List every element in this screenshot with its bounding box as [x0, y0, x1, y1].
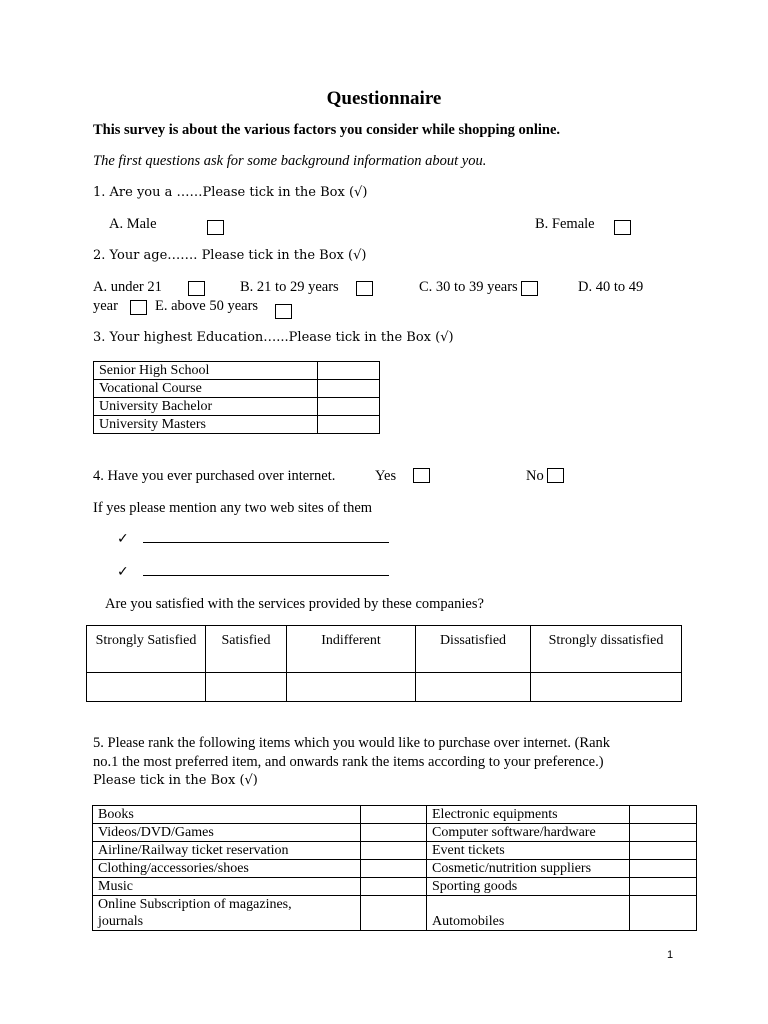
question-1: 1. Are you a ……Please tick in the Box (√) — [93, 185, 368, 200]
male-checkbox[interactable] — [207, 220, 224, 235]
table-row — [94, 398, 380, 416]
satisfaction-header: Strongly Satisfied — [87, 626, 206, 673]
ranking-cell[interactable] — [361, 896, 427, 931]
question-5-line-3: Please tick in the Box (√) — [93, 773, 258, 788]
ranking-cell[interactable] — [361, 806, 427, 824]
ranking-item-left: Online Subscription of magazines, journals — [93, 896, 361, 931]
option-male-label: A. Male — [109, 216, 157, 232]
ranking-item-left: Clothing/accessories/shoes — [93, 860, 361, 878]
website-input-2[interactable] — [143, 563, 389, 576]
ranking-cell[interactable] — [630, 860, 697, 878]
age-40-49-label-cont: year — [93, 298, 118, 314]
age-21-29-checkbox[interactable] — [356, 281, 373, 296]
yes-label: Yes — [375, 468, 397, 484]
ranking-item-right: Electronic equipments — [427, 806, 630, 824]
satisfaction-tick-cell[interactable] — [287, 673, 416, 702]
education-label: University Masters — [94, 416, 318, 434]
table-row — [93, 824, 697, 842]
table-row — [87, 626, 682, 673]
satisfaction-tick-cell[interactable] — [531, 673, 682, 702]
ranking-cell[interactable] — [630, 824, 697, 842]
satisfaction-tick-cell[interactable] — [206, 673, 287, 702]
page-number: 1 — [667, 949, 674, 961]
website-entry-1 — [117, 530, 389, 548]
question-3: 3. Your highest Education…...Please tick in the Box (√) — [93, 330, 454, 345]
education-tick-cell[interactable] — [318, 398, 380, 416]
ranking-table — [92, 805, 697, 931]
ranking-cell[interactable] — [630, 806, 697, 824]
background-note: The first questions ask for some background information about you. — [93, 153, 487, 169]
ranking-cell[interactable] — [630, 878, 697, 896]
table-row — [94, 416, 380, 434]
education-label: University Bachelor — [94, 398, 318, 416]
age-40-49-checkbox[interactable] — [130, 300, 147, 315]
table-row — [93, 806, 697, 824]
page-title: Questionnaire — [326, 88, 442, 109]
yes-checkbox[interactable] — [413, 468, 430, 483]
ranking-item-left: Books — [93, 806, 361, 824]
ranking-cell[interactable] — [361, 860, 427, 878]
ranking-item-right: Automobiles — [427, 896, 630, 931]
website-input-1[interactable] — [143, 530, 389, 543]
ranking-item-right: Computer software/hardware — [427, 824, 630, 842]
table-row — [94, 362, 380, 380]
checkmark-icon: ✓ — [117, 531, 129, 547]
question-5-line-2: no.1 the most preferred item, and onwards rank the items according to your preference.) — [93, 754, 604, 770]
websites-prompt: If yes please mention any two web sites of them — [93, 500, 373, 516]
age-above-50-checkbox[interactable] — [275, 304, 292, 319]
table-row — [87, 673, 682, 702]
ranking-cell[interactable] — [361, 878, 427, 896]
satisfaction-table — [86, 625, 682, 702]
ranking-cell[interactable] — [630, 842, 697, 860]
education-tick-cell[interactable] — [318, 416, 380, 434]
website-entry-2 — [117, 563, 389, 581]
age-under-21-checkbox[interactable] — [188, 281, 205, 296]
education-table — [93, 361, 380, 434]
table-row — [93, 860, 697, 878]
education-label: Senior High School — [94, 362, 318, 380]
survey-intro: This survey is about the various factors you consider while shopping online. — [93, 122, 561, 138]
option-female-label: B. Female — [535, 216, 595, 232]
table-row — [93, 842, 697, 860]
satisfaction-header: Satisfied — [206, 626, 287, 673]
no-label: No — [526, 468, 544, 484]
age-30-39-label: C. 30 to 39 years — [419, 279, 518, 295]
ranking-cell[interactable] — [630, 896, 697, 931]
ranking-item-left: Music — [93, 878, 361, 896]
ranking-item-left: Videos/DVD/Games — [93, 824, 361, 842]
ranking-item-right: Cosmetic/nutrition suppliers — [427, 860, 630, 878]
age-above-50-label: E. above 50 years — [155, 298, 259, 314]
ranking-item-right: Event tickets — [427, 842, 630, 860]
ranking-item-left: Airline/Railway ticket reservation — [93, 842, 361, 860]
age-under-21-label: A. under 21 — [93, 279, 162, 295]
education-tick-cell[interactable] — [318, 380, 380, 398]
satisfaction-tick-cell[interactable] — [416, 673, 531, 702]
table-row — [93, 896, 697, 931]
satisfaction-tick-cell[interactable] — [87, 673, 206, 702]
education-tick-cell[interactable] — [318, 362, 380, 380]
checkmark-icon: ✓ — [117, 564, 129, 580]
table-row — [94, 380, 380, 398]
satisfaction-header: Indifferent — [287, 626, 416, 673]
education-label: Vocational Course — [94, 380, 318, 398]
table-row — [93, 878, 697, 896]
age-21-29-label: B. 21 to 29 years — [240, 279, 339, 295]
ranking-item-right: Sporting goods — [427, 878, 630, 896]
age-40-49-label: D. 40 to 49 — [578, 279, 644, 295]
question-2: 2. Your age……. Please tick in the Box (√) — [93, 248, 367, 263]
age-30-39-checkbox[interactable] — [521, 281, 538, 296]
satisfaction-header: Strongly dissatisfied — [531, 626, 682, 673]
satisfaction-question: Are you satisfied with the services provided by these companies? — [105, 596, 484, 612]
question-5-line-1: 5. Please rank the following items which you would like to purchase over internet. (Rank — [93, 735, 611, 751]
no-checkbox[interactable] — [547, 468, 564, 483]
satisfaction-header: Dissatisfied — [416, 626, 531, 673]
question-4: 4. Have you ever purchased over internet. — [93, 468, 336, 484]
female-checkbox[interactable] — [614, 220, 631, 235]
ranking-cell[interactable] — [361, 842, 427, 860]
ranking-cell[interactable] — [361, 824, 427, 842]
